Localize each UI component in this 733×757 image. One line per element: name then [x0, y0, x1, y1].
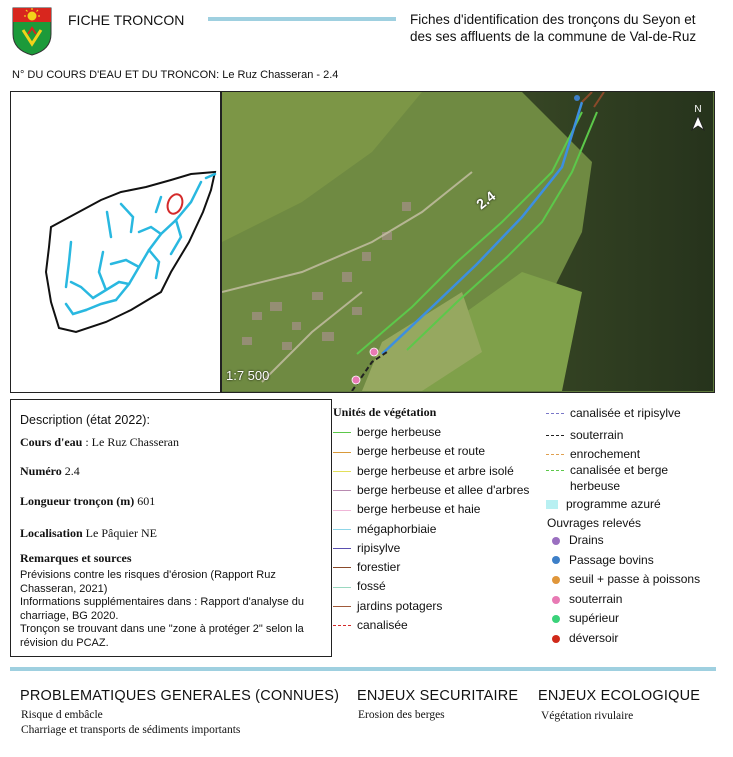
coat-of-arms-icon: [11, 6, 53, 56]
legend-label: canalisée: [357, 618, 408, 632]
ouvrage-dot-icon: [552, 635, 560, 643]
legend-line-swatch: [333, 432, 351, 433]
localisation-label: Localisation: [20, 526, 83, 540]
overview-map: [10, 91, 221, 393]
securitaire-text: Erosion des berges: [358, 709, 445, 721]
ouvrage-dot-icon: [552, 596, 560, 604]
ouvrage-label: supérieur: [569, 611, 620, 626]
legend-item: [333, 579, 386, 593]
longueur-label: Longueur tronçon (m): [20, 494, 135, 508]
svg-text:N: N: [694, 104, 702, 115]
footer-divider: [10, 667, 716, 671]
ouvrage-item: [548, 572, 700, 586]
legend-line-swatch: [546, 470, 564, 471]
numero-value: 2.4: [61, 464, 80, 478]
legend-item: [333, 483, 529, 497]
header-divider: [208, 17, 396, 21]
ouvrage-item: [548, 592, 622, 606]
segment-label: 2.4: [473, 187, 499, 213]
legend-label: berge herbeuse et haie: [357, 502, 481, 517]
aerial-map: [221, 91, 715, 393]
ouvrage-dot-icon: [552, 615, 560, 623]
legend-item: [333, 618, 408, 632]
ecologique-text: Végétation rivulaire: [541, 710, 634, 722]
legend-label: berge herbeuse et route: [357, 444, 486, 459]
legend-item: [546, 428, 623, 442]
legend-label: fossé: [357, 579, 386, 594]
ouvrage-item: [548, 533, 604, 547]
remark-line: Tronçon se trouvant dans une "zone à protéger 2" selon la: [20, 623, 304, 635]
ouvrage-item: [548, 631, 618, 645]
remark-line: charriage, BG 2020.: [20, 609, 119, 622]
ouvrage-dot-icon: [552, 537, 560, 545]
remark-line: Prévisions contre les risques d'érosion (Rapport Ruz: [20, 569, 276, 581]
legend-item: [546, 479, 620, 493]
legend-item: [546, 406, 681, 420]
header-description-line1: Fiches d'identification des tronçons du Seyon et: [410, 12, 696, 27]
legend-line-swatch: [546, 435, 564, 436]
legend-item: [333, 502, 480, 516]
overview-map-drawing: [11, 92, 219, 391]
header-description: [410, 11, 730, 45]
legend-item: [333, 444, 485, 458]
legend-line-swatch: [333, 548, 351, 549]
legend-label: forestier: [357, 560, 401, 575]
ouvrage-dot-icon: [552, 576, 560, 584]
legend-line-swatch: [333, 625, 351, 626]
legend-label: canalisée et berge: [570, 463, 669, 477]
legend-item: [333, 560, 400, 574]
legend-label: herbeuse: [570, 479, 621, 493]
ouvrage-dot-icon: [552, 556, 560, 564]
numero-row: [20, 464, 80, 479]
ecologique-title: ENJEUX ECOLOGIQUE: [538, 688, 701, 704]
legend-label: mégaphorbiaie: [357, 521, 437, 536]
ouvrage-label: seuil + passe à poissons: [569, 572, 701, 587]
programme-label: programme azuré: [566, 497, 661, 511]
ouvrage-label: Passage bovins: [569, 552, 654, 567]
watercourse-identifier: N° DU COURS D'EAU ET DU TRONCON: Le Ruz Chasseran - 2.4: [12, 69, 339, 81]
securitaire-title: ENJEUX SECURITAIRE: [357, 688, 519, 704]
legend-line-swatch: [333, 490, 351, 491]
problematiques-title: PROBLEMATIQUES GENERALES (CONNUES): [20, 688, 340, 704]
cours-deau-row: [20, 435, 179, 450]
legend-item: [333, 425, 441, 439]
ouvrage-label: Drains: [569, 533, 604, 547]
legend-item: [333, 541, 400, 555]
problematiques-line1: Risque d embâcle: [21, 709, 103, 721]
remark-line: Chasseran, 2021): [20, 582, 108, 595]
cours-deau-value: : Le Ruz Chasseran: [82, 435, 179, 449]
legend-line-swatch: [333, 529, 351, 530]
legend-label: jardins potagers: [357, 598, 443, 613]
localisation-value: Le Pâquier NE: [82, 526, 157, 540]
legend-label: souterrain: [570, 428, 624, 442]
legend-item: [333, 464, 514, 478]
programme-swatch: [546, 500, 558, 509]
page-title: FICHE TRONCON: [68, 12, 185, 28]
legend-title: Unités de végétation: [333, 405, 437, 419]
legend-line-swatch: [333, 452, 351, 453]
legend-label: ripisylve: [357, 540, 401, 555]
cours-deau-label: Cours d'eau: [20, 435, 83, 449]
remarks-text: [20, 569, 304, 650]
ouvrage-label: déversoir: [569, 631, 619, 645]
ouvrage-item: [548, 553, 654, 567]
localisation-row: [20, 526, 157, 541]
legend-line-swatch: [333, 510, 351, 511]
description-panel: [10, 399, 332, 657]
numero-label: Numéro: [20, 464, 62, 478]
ouvrage-label: souterrain: [569, 591, 623, 606]
legend-label: berge herbeuse et allee d'arbres: [357, 482, 530, 497]
legend-line-swatch: [546, 413, 564, 414]
legend-programme-azure: [546, 497, 661, 511]
legend-label: enrochement: [570, 447, 641, 461]
longueur-value: 601: [134, 494, 156, 508]
remark-line: Informations supplémentaires dans : Rapport d'analyse du: [20, 596, 304, 608]
longueur-row: [20, 494, 155, 509]
legend-line-swatch: [333, 471, 351, 472]
legend-line-swatch: [546, 454, 564, 455]
legend-line-swatch: [333, 567, 351, 568]
map-scale: 1:7 500: [226, 368, 270, 383]
header-description-line2: des ses affluents de la commune de Val-de-Ruz: [410, 29, 697, 44]
description-heading: Description (état 2022):: [20, 413, 150, 427]
legend-item: [333, 522, 436, 536]
legend-label: berge herbeuse et arbre isolé: [357, 463, 514, 478]
legend-item: [546, 447, 640, 461]
legend-line-swatch: [333, 606, 351, 607]
legend-label: canalisée et ripisylve: [570, 406, 681, 420]
ouvrages-title: Ouvrages relevés: [547, 516, 642, 530]
legend-item: [333, 599, 442, 613]
remark-line: révision du PCAZ.: [20, 636, 109, 649]
legend-label: berge herbeuse: [357, 425, 442, 439]
aerial-map-drawing: [222, 92, 713, 391]
problematiques-line2: Charriage et transports de sédiments importants: [21, 724, 241, 736]
legend-item: [546, 463, 668, 477]
remarques-label: Remarques et sources: [20, 551, 132, 565]
ouvrage-item: [548, 611, 619, 625]
legend-line-swatch: [333, 587, 351, 588]
